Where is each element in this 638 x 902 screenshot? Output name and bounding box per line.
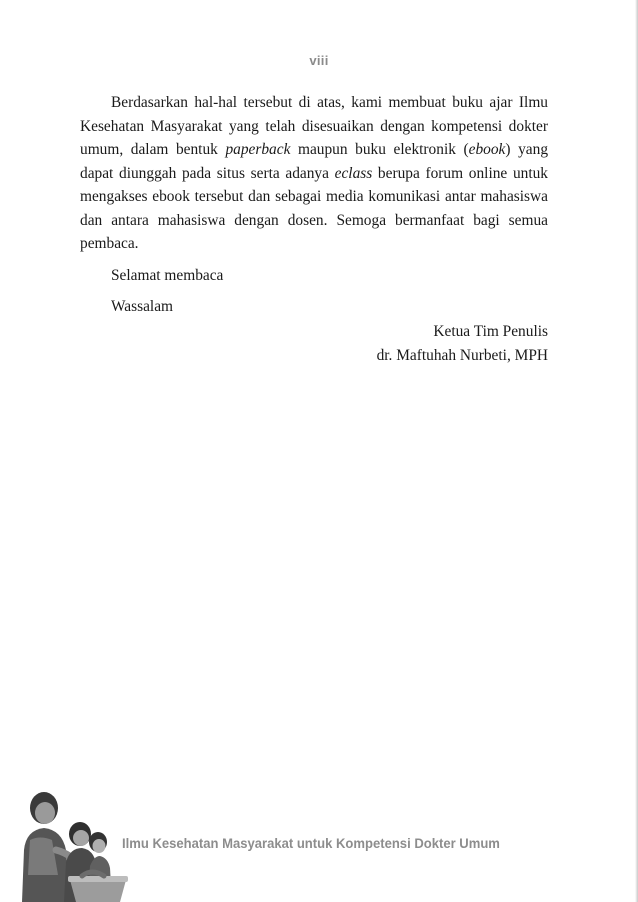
page-number: viii [309,53,329,68]
signature-role: Ketua Tim Penulis [433,323,548,340]
closing-line: Wassalam [111,298,174,315]
paragraph-text: berupa forum online untuk mengakses ebook tersebut dan sebagai media komunikasi antar mahasiswa dan antara mahasiswa dengan dosen. Semoga bermanfaat bagi semua pembaca. [80,164,548,252]
greeting-line: Selamat membaca [111,266,224,284]
signature-name: dr. Maftuhah Nurbeti, MPH [376,346,548,364]
paragraph-italic-term: paperback [225,141,291,158]
main-paragraph [80,91,548,256]
signature-block [80,320,548,367]
paragraph-text: maupun buku elektronik ( [290,141,469,158]
paragraph-italic-term: eclass [334,164,373,182]
paragraph-italic-term: ebook [468,141,506,158]
body-text [80,91,548,319]
footer-book-title: Ilmu Kesehatan Masyarakat untuk Kompetensi Dokter Umum [122,836,500,852]
paragraph-text: Berdasarkan hal-hal tersebut di atas, kami membuat buku ajar Ilmu Kesehatan Masyarakat yang telah disesuaikan dengan kompetensi dokter umum, dalam bentuk [80,94,548,158]
children-washing-hands-photo-icon [0,780,140,902]
paragraph-text: ) yang dapat diunggah pada situs serta adanya [80,141,549,182]
